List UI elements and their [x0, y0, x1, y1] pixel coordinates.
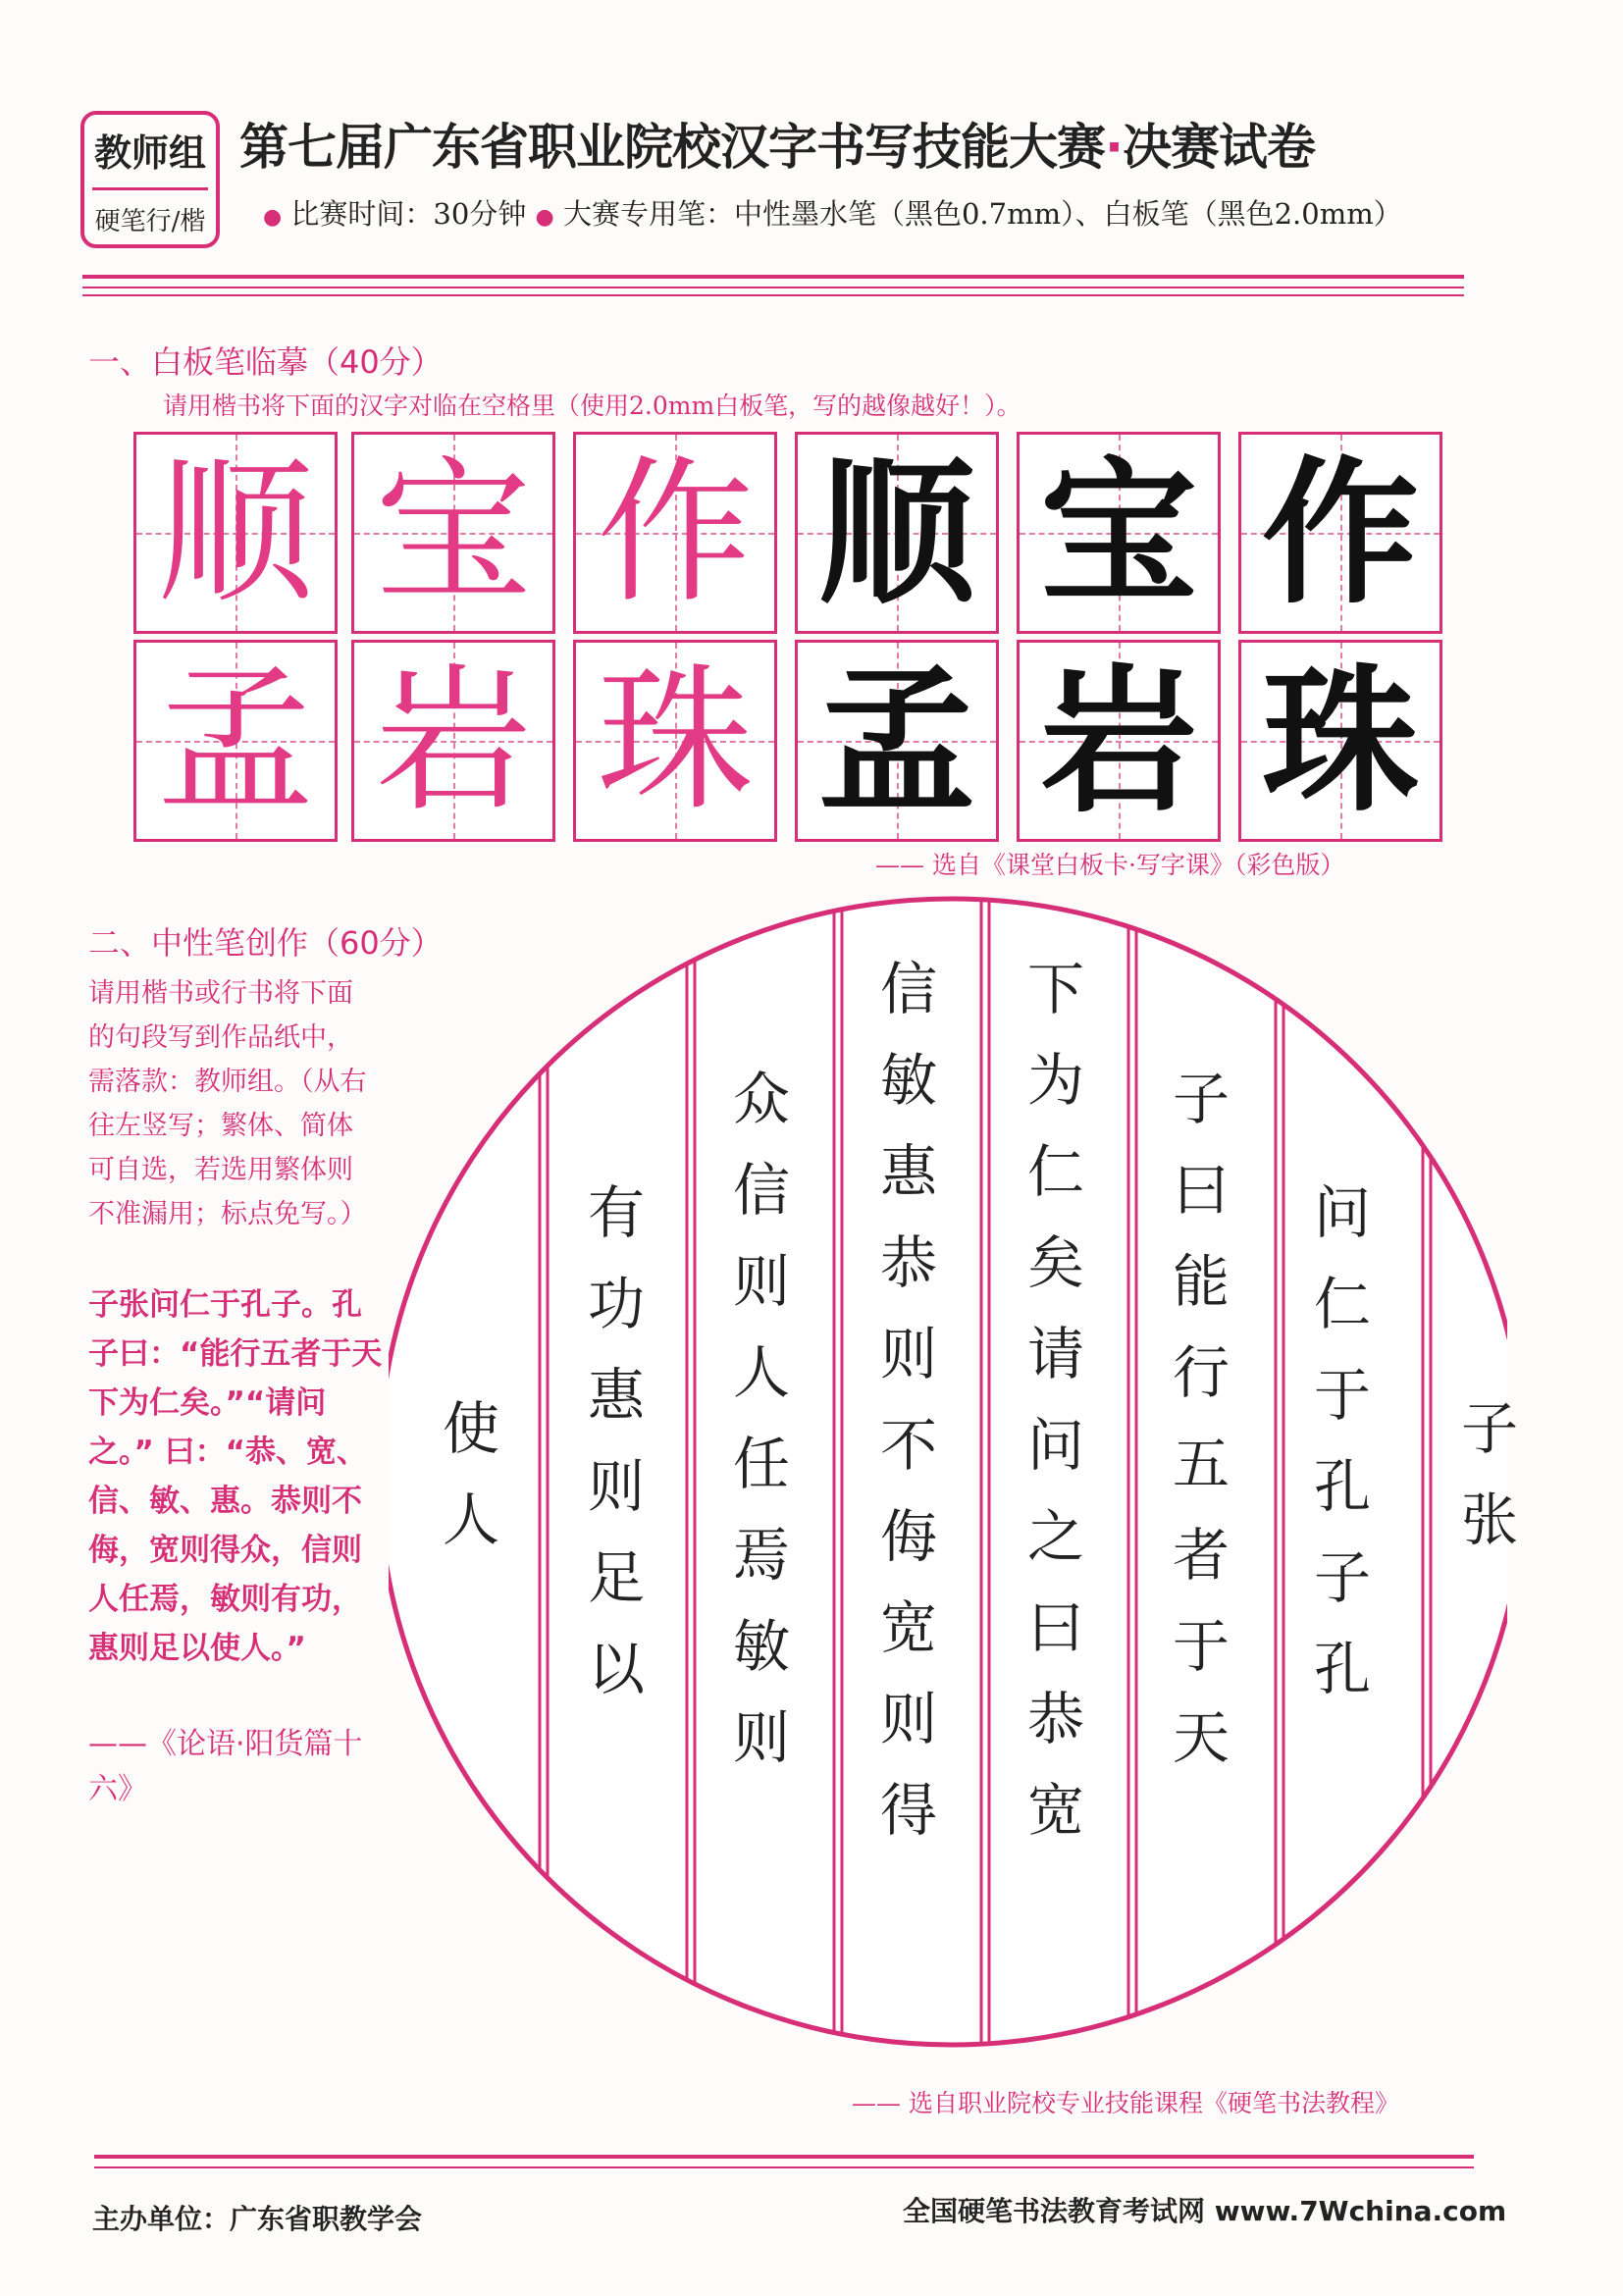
work-char: 惠 — [879, 1138, 937, 1205]
title-main: 第七届广东省职业院校汉字书写技能大赛 — [239, 119, 1105, 176]
work-char: 信 — [732, 1157, 790, 1224]
work-char: 则 — [879, 1686, 937, 1752]
website: 全国硬笔书法教育考试网 www.7Wchina.com — [903, 2195, 1507, 2227]
work-char: 子 — [1172, 1066, 1230, 1132]
work-char: 足 — [587, 1544, 645, 1611]
written-char: 作 — [1261, 441, 1419, 625]
work-char: 敏 — [879, 1047, 937, 1114]
badge-divider — [92, 187, 208, 190]
grid-cell — [1238, 432, 1442, 634]
work-char: 人 — [442, 1487, 499, 1553]
work-char: 则 — [587, 1453, 645, 1520]
organizer: 主办单位：广东省职教学会 — [92, 2203, 423, 2235]
work-char: 不 — [879, 1412, 937, 1479]
work-column-3 — [1162, 1054, 1240, 1784]
grid-cell — [133, 640, 338, 842]
header-rule-thin — [82, 294, 1464, 296]
copy-char: 顺 — [156, 441, 314, 624]
work-char: 子 — [1313, 1544, 1371, 1611]
work-char: 行 — [1172, 1339, 1230, 1406]
title-end: 决赛试卷 — [1123, 119, 1315, 176]
work-char: 者 — [1172, 1522, 1230, 1589]
bullet-icon: ● — [535, 205, 554, 230]
written-char: 岩 — [1039, 649, 1197, 833]
work-char: 宽 — [879, 1594, 937, 1661]
written-char: 珠 — [1261, 649, 1419, 833]
exam-time: 比赛时间：30分钟 — [290, 197, 527, 231]
work-char: 仁 — [1026, 1138, 1084, 1205]
work-char: 焉 — [732, 1522, 790, 1589]
exam-info — [263, 192, 1402, 233]
work-char: 为 — [1026, 1047, 1084, 1114]
work-char: 人 — [732, 1339, 790, 1406]
work-char: 矣 — [1026, 1229, 1084, 1296]
section2-instructions: 请用楷书或行书将下面的句段写到作品纸中，需落款：教师组。（从右往左竖写；繁体、简体可自选，若选用繁体则不准漏用；标点免写。） — [88, 978, 367, 1229]
copy-char: 宝 — [374, 441, 532, 624]
work-char: 能 — [1172, 1248, 1230, 1315]
work-char: 之 — [1026, 1503, 1084, 1570]
copy-char: 珠 — [596, 649, 754, 832]
work-char: 得 — [879, 1777, 937, 1844]
header-rule — [82, 275, 1464, 279]
page-title — [239, 108, 1315, 179]
section1-title: 一、白板笔临摹（40分） — [88, 343, 443, 381]
work-char: 使 — [442, 1395, 499, 1462]
passage-citation: ——《论语·阳货篇十六》 — [88, 1727, 363, 1806]
work-char: 曰 — [1026, 1594, 1084, 1661]
work-char: 敏 — [732, 1613, 790, 1680]
written-char: 孟 — [817, 649, 975, 833]
group-badge — [80, 111, 220, 248]
work-char: 侮 — [879, 1503, 937, 1570]
work-char: 下 — [1026, 956, 1084, 1022]
copy-char: 孟 — [156, 649, 314, 832]
work-char: 仁 — [1313, 1271, 1371, 1337]
title-dot: · — [1105, 119, 1123, 176]
work-char: 曰 — [1172, 1157, 1230, 1224]
grid-cell — [795, 640, 999, 842]
work-char: 问 — [1026, 1412, 1084, 1479]
grid-cell — [795, 432, 999, 634]
exam-pens: 大赛专用笔：中性墨水笔（黑色0.7mm）、白板笔（黑色2.0mm） — [562, 197, 1402, 231]
work-column-5 — [869, 944, 948, 1856]
grid-cell — [573, 432, 777, 634]
work-char: 恭 — [1026, 1686, 1084, 1752]
copy-char: 作 — [596, 441, 754, 624]
work-char: 于 — [1313, 1362, 1371, 1429]
work-char: 请 — [1026, 1321, 1084, 1387]
section1-note: 请用楷书将下面的汉字对临在空格里（使用2.0mm白板笔，写的越像越好！）。 — [163, 391, 1021, 420]
footer-rule-thin — [94, 2166, 1474, 2168]
section2-source: —— 选自职业院校专业技能课程《硬笔书法教程》 — [852, 2089, 1399, 2117]
work-char: 子 — [1460, 1395, 1518, 1462]
work-char: 孔 — [1313, 1453, 1371, 1520]
work-char: 问 — [1313, 1179, 1371, 1246]
bullet-icon: ● — [263, 205, 283, 230]
copy-char: 岩 — [374, 649, 532, 832]
grid-cell — [133, 432, 338, 634]
work-char: 宽 — [1026, 1777, 1084, 1844]
work-char: 则 — [879, 1321, 937, 1387]
work-char: 惠 — [587, 1362, 645, 1429]
header-rule-thin — [82, 287, 1464, 288]
written-char: 顺 — [817, 441, 975, 625]
badge-group-label: 教师组 — [93, 131, 206, 175]
section2-title: 二、中性笔创作（60分） — [88, 924, 443, 962]
written-char: 宝 — [1039, 441, 1197, 625]
section1-source: —— 选自《课堂白板卡·写字课》（彩色版） — [875, 851, 1345, 879]
work-char: 恭 — [879, 1229, 937, 1296]
work-char: 于 — [1172, 1613, 1230, 1680]
work-char: 信 — [879, 956, 937, 1022]
work-column-6 — [722, 1054, 801, 1784]
work-char: 以 — [587, 1636, 645, 1702]
grid-cell — [351, 432, 555, 634]
work-char: 张 — [1460, 1487, 1518, 1553]
work-column-4 — [1017, 944, 1095, 1856]
work-char: 众 — [732, 1066, 790, 1132]
badge-style-label: 硬笔行/楷 — [94, 207, 206, 236]
work-char: 则 — [732, 1248, 790, 1315]
work-column-7 — [577, 1168, 655, 1715]
footer-rule — [94, 2155, 1474, 2159]
grid-cell — [351, 640, 555, 842]
work-char: 有 — [587, 1179, 645, 1246]
work-column-8 — [432, 1383, 510, 1566]
work-char: 任 — [732, 1431, 790, 1497]
work-char: 孔 — [1313, 1636, 1371, 1702]
work-char: 五 — [1172, 1431, 1230, 1497]
work-char: 功 — [587, 1271, 645, 1337]
work-char: 天 — [1172, 1704, 1230, 1771]
work-column-2 — [1303, 1168, 1382, 1715]
passage-text: 子张问仁于孔子。孔子曰：“能行五者于天下为仁矣。”“请问之。” 曰：“恭、宽、信、敏、惠。恭则不侮，宽则得众，信则人任焉，敏则有功，惠则足以使人。” — [88, 1287, 383, 1666]
grid-cell — [1017, 432, 1221, 634]
grid-cell — [1238, 640, 1442, 842]
work-char: 则 — [732, 1704, 790, 1771]
grid-cell — [573, 640, 777, 842]
grid-cell — [1017, 640, 1221, 842]
work-column-1 — [1450, 1383, 1529, 1566]
